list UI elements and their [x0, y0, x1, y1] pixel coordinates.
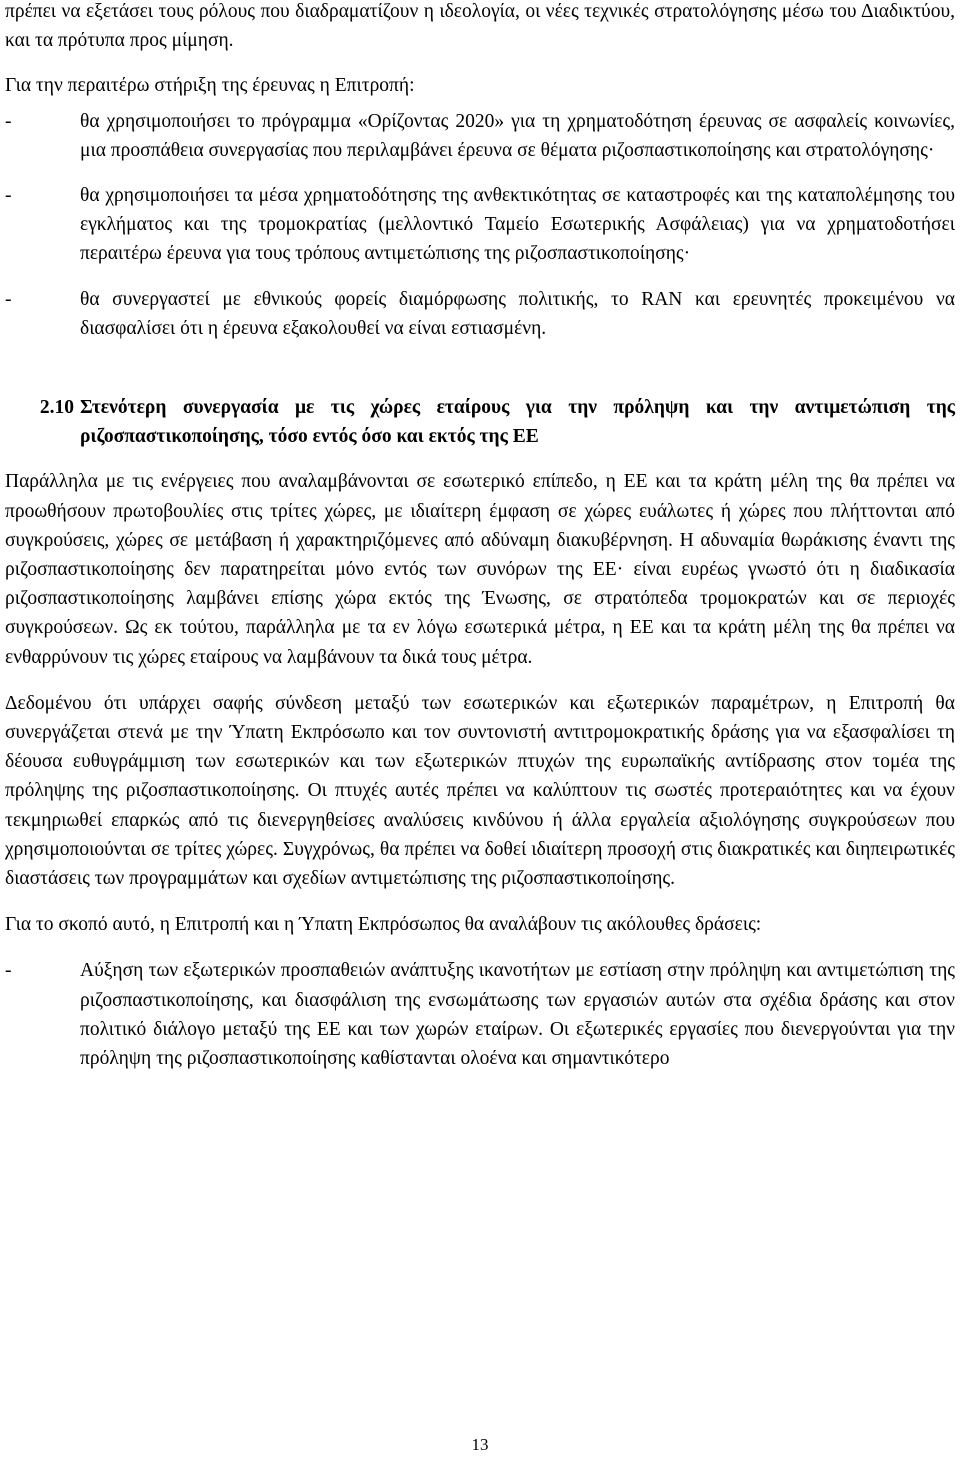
dash-bullet: -	[5, 960, 12, 982]
list-item	[5, 107, 955, 165]
intro-paragraph: πρέπει να εξετάσει τους ρόλους που διαδραματίζουν η ιδεολογία, οι νέες τεχνικές στρατολόγησης μέσω του Διαδικτύου, και τα πρότυπα προς μίμηση.	[5, 1, 955, 52]
research-lead: Για την περαιτέρω στήριξη της έρευνας η Επιτροπή:	[5, 75, 415, 97]
list-item	[5, 956, 955, 1073]
list-item-text: Αύξηση των εξωτερικών προσπαθειών ανάπτυξης ικανοτήτων με εστίαση στην πρόληψη και αντιμετώπιση της ριζοσπαστικοποίησης, και διασφάλιση της ενσωμάτωσης των εργασιών αυτών στα σχέδια δράσης και στον πολιτικό διάλογο μεταξύ της ΕΕ και των χωρών εταίρων. Οι εξωτερικές εργασίες που διενεργούνται για την πρόληψη της ριζοσπαστικοποίησης καθίστανται ολοένα και σημαντικότερο	[80, 960, 955, 1070]
body-paragraph: Παράλληλα με τις ενέργειες που αναλαμβάνονται σε εσωτερικό επίπεδο, η ΕΕ και τα κράτη μέλη της θα πρέπει να προωθήσουν πρωτοβουλίες στις τρίτες χώρες, με ιδιαίτερη έμφαση σε χώρες ευάλωτες ή χώρες που πλήττονται από συγκρούσεις, χώρες σε μετάβαση ή χαρακτηριζόμενες από αδύναμη διακυβέρνηση. Η αδυναμία θωράκισης έναντι της ριζοσπαστικοποίησης δεν παρατηρείται μόνο εντός των συνόρων της ΕΕ· είναι ευρέως γνωστό ότι η διαδικασία ριζοσπαστικοποίησης λαμβάνει επίσης χώρα εκτός της Ένωσης, σε στρατόπεδα τρομοκρατών και σε περιοχές συγκρούσεων. Ως εκ τούτου, παράλληλα με τα εν λόγω εσωτερικά μέτρα, η ΕΕ και τα κράτη μέλη της θα πρέπει να ενθαρρύνουν τις χώρες εταίρους να λαμβάνουν τα δικά τους μέτρα.	[5, 471, 955, 668]
list-item-text: θα χρησιμοποιήσει τα μέσα χρηματοδότησης της ανθεκτικότητας σε καταστροφές και της καταπολέμησης του εγκλήματος και της τρομοκρατίας (μελλοντικό Ταμείο Εσωτερικής Ασφάλειας) για να χρηματοδοτήσει περαιτέρω έρευνα για τους τρόπους αντιμετώπισης της ριζοσπαστικοποίησης·	[80, 185, 955, 265]
dash-bullet: -	[5, 110, 12, 132]
body-paragraph: Για το σκοπό αυτό, η Επιτροπή και η Ύπατη Εκπρόσωπος θα αναλάβουν τις ακόλουθες δράσεις:	[5, 914, 762, 936]
list-item	[5, 181, 955, 269]
document-page	[5, 0, 955, 1089]
body-paragraph: Δεδομένου ότι υπάρχει σαφής σύνδεση μεταξύ των εσωτερικών και εξωτερικών παραμέτρων, η Επιτροπή θα συνεργάζεται στενά με την Ύπατη Εκπρόσωπο και τον συντονιστή αντιτρομοκρατικής δράσης για να εξασφαλίσει τη δέουσα ευθυγράμμιση των εσωτερικών και των εξωτερικών πτυχών της ευρωπαϊκής αντίδρασης στον τομέα της πρόληψης της ριζοσπαστικοποίησης. Οι πτυχές αυτές πρέπει να καλύπτουν τις σωστές προτεραιότητες και να έχουν τεκμηριωθεί επαρκώς από τις διενεργηθείσες αναλύσεις κινδύνου ή άλλα εργαλεία αξιολόγησης συγκρούσεων που χρησιμοποιούνται σε τρίτες χώρες. Συγχρόνως, θα πρέπει να δοθεί ιδιαίτερη προσοχή στις διακρατικές και διηπειρωτικές διαστάσεις των προγραμμάτων και σχεδίων αντιμετώπισης της ριζοσπαστικοποίησης.	[5, 692, 955, 890]
research-list	[5, 107, 955, 343]
list-item-text: θα χρησιμοποιήσει το πρόγραμμα «Ορίζοντας 2020» για τη χρηματοδότηση έρευνας σε ασφαλείς κοινωνίες, μια προσπάθεια συνεργασίας που περιλαμβάνει έρευνα σε θέματα ριζοσπαστικοποίησης και στρατολόγησης·	[80, 110, 955, 161]
list-item	[5, 285, 955, 343]
page-number: 13	[471, 1435, 489, 1454]
section-number: 2.10	[39, 397, 74, 419]
dash-bullet: -	[5, 288, 12, 310]
section-heading	[5, 393, 955, 451]
list-item-text: θα συνεργαστεί με εθνικούς φορείς διαμόρφωσης πολιτικής, το RAN και ερευνητές προκειμένου να διασφαλίσει ότι η έρευνα εξακολουθεί να είναι εστιασμένη.	[80, 288, 955, 339]
dash-bullet: -	[5, 185, 12, 207]
section-title: Στενότερη συνεργασία με τις χώρες εταίρους για την πρόληψη και την αντιμετώπιση της ριζοσπαστικοποίησης, τόσο εντός όσο και εκτός της ΕΕ	[80, 397, 955, 448]
actions-list	[5, 956, 955, 1073]
